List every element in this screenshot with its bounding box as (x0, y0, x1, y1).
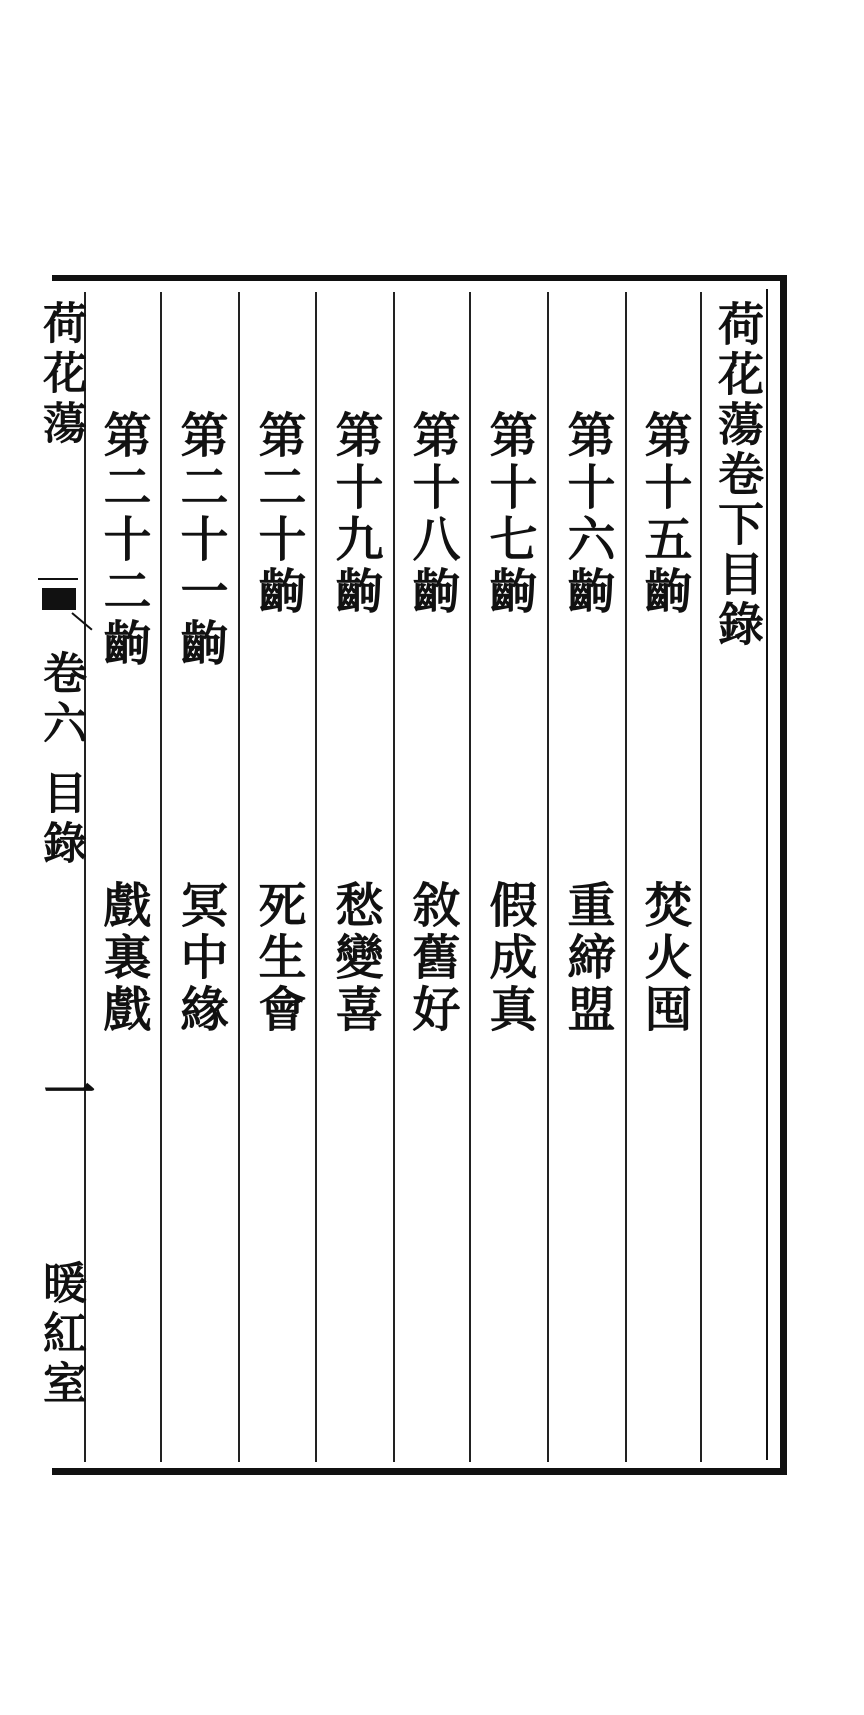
chapter-name: 冥中緣 (172, 880, 228, 1036)
page-title: 荷花蕩卷下目錄 (711, 300, 765, 650)
chapter-number: 第二十二齣 (95, 410, 151, 670)
chapter-number: 第十七齣 (481, 410, 537, 618)
column-divider (393, 292, 395, 1462)
margin-page-number: 一 (34, 1065, 95, 1123)
chapter-name: 假成真 (481, 880, 537, 1036)
chapter-number: 第十九齣 (327, 410, 383, 618)
margin-section: 目錄 (35, 770, 86, 870)
chapter-number: 第十五齣 (636, 410, 692, 618)
chapter-number: 第二十一齣 (172, 410, 228, 670)
column-divider (547, 292, 549, 1462)
column-divider (160, 292, 162, 1462)
column-divider (700, 292, 702, 1462)
margin-volume: 卷六 (35, 650, 86, 750)
chapter-name: 重締盟 (559, 880, 615, 1036)
chapter-name: 焚火囤 (636, 880, 692, 1036)
margin-book-title: 荷花蕩 (35, 300, 86, 450)
chapter-number: 第十八齣 (404, 410, 460, 618)
inner-rule (766, 289, 768, 1460)
chapter-name: 死生會 (250, 880, 306, 1036)
chapter-name: 敘舊好 (404, 880, 460, 1036)
margin-rule (38, 578, 78, 580)
column-divider (625, 292, 627, 1462)
column-divider (315, 292, 317, 1462)
column-divider (469, 292, 471, 1462)
chapter-name: 戲裏戲 (95, 880, 151, 1036)
fish-tail-mark (42, 588, 76, 610)
margin-studio-name: 暖紅室 (35, 1260, 86, 1410)
chapter-number: 第二十齣 (250, 410, 306, 618)
chapter-number: 第十六齣 (559, 410, 615, 618)
column-divider (238, 292, 240, 1462)
chapter-name: 愁變喜 (327, 880, 383, 1036)
